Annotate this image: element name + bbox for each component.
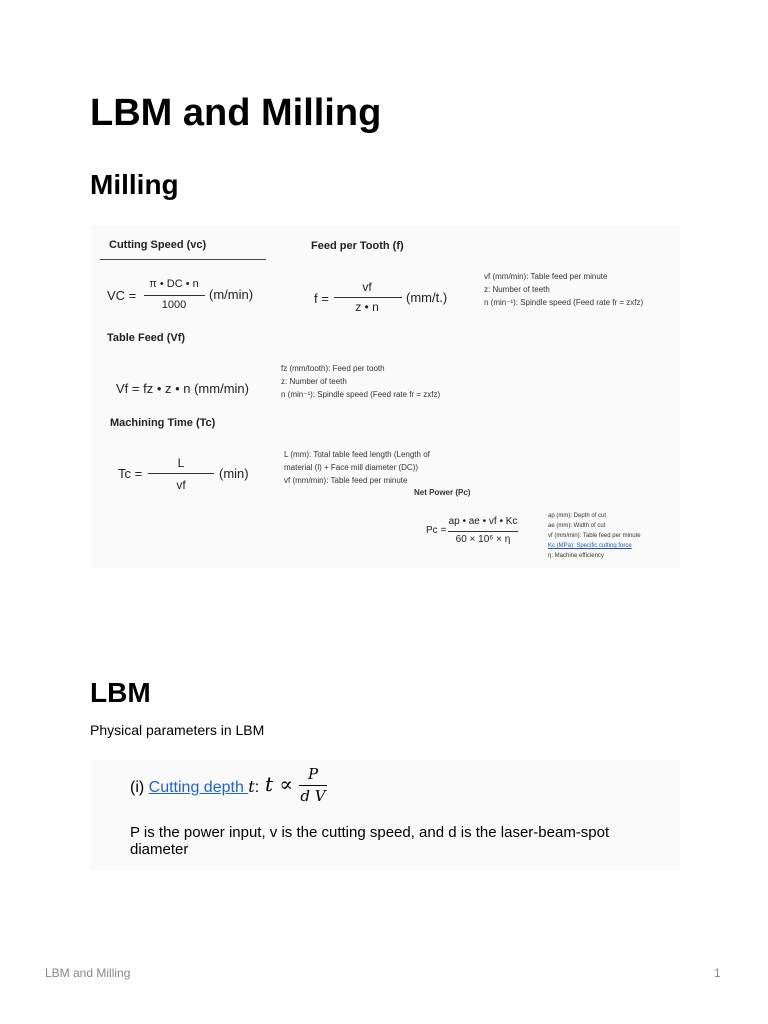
milling-formulas-image xyxy=(90,225,680,568)
feed-per-tooth-denominator: z • n xyxy=(355,300,379,314)
footer-page-number: 1 xyxy=(714,966,721,980)
milling-heading: Milling xyxy=(90,169,179,200)
lbm-heading: LBM xyxy=(90,677,151,708)
net-power-denominator: 60 × 10⁶ × η xyxy=(455,534,511,545)
machining-time-note-2: material (l) + Face mill diameter (DC)) xyxy=(284,463,419,472)
table-feed-note-2: z: Number of teeth xyxy=(281,377,347,386)
machining-time-note-1: L (mm): Total table feed length (Length of xyxy=(284,450,430,459)
cutting-depth-line xyxy=(130,777,259,797)
cutting-speed-denominator: 1000 xyxy=(161,299,187,311)
lbm-formula-fraction-line xyxy=(299,785,327,786)
table-feed-note-3: n (min⁻¹): Spindle speed (Feed rate fr = zxfz) xyxy=(281,390,441,399)
cutting-speed-fraction-line xyxy=(144,295,205,296)
net-power-note-1: ap (mm): Depth of cut xyxy=(548,513,607,519)
machining-time-heading: Machining Time (Tc) xyxy=(110,417,216,429)
cutting-depth-var: t xyxy=(248,777,255,796)
feed-per-tooth-lhs: f = xyxy=(314,291,329,306)
lbm-formula-numerator: P xyxy=(307,765,319,783)
machining-time-lhs: Tc = xyxy=(118,466,143,481)
machining-time-note-3: vf (mm/min): Table feed per minute xyxy=(284,476,408,485)
table-feed-note-1: fz (mm/tooth): Feed per tooth xyxy=(281,364,385,373)
footer-doc-title: LBM and Milling xyxy=(45,966,131,980)
machining-time-numerator: L xyxy=(177,456,185,470)
feed-per-tooth-note-1: vf (mm/min): Table feed per minute xyxy=(484,272,608,281)
net-power-note-3: vf (mm/min): Table feed per minute xyxy=(548,533,641,539)
cutting-depth-colon: : xyxy=(254,779,260,796)
net-power-numerator: ap • ae • vf • Kc xyxy=(448,516,518,527)
cutting-depth-prefix: (i) xyxy=(130,779,149,796)
lbm-formula-lhs: t ∝ xyxy=(265,772,293,796)
machining-time-unit: (min) xyxy=(219,466,249,481)
cutting-speed-heading: Cutting Speed (vc) xyxy=(109,239,207,251)
lbm-description: P is the power input, v is the cutting speed, and d is the laser-beam-spot diameter xyxy=(130,824,610,858)
net-power-fraction-line xyxy=(448,531,518,532)
net-power-lhs: Pc = xyxy=(426,525,447,536)
cutting-speed-numerator: π • DC • n xyxy=(149,278,199,290)
cutting-speed-lhs: VC = xyxy=(107,288,137,303)
document-title: LBM and Milling xyxy=(90,92,382,134)
lbm-formula-image xyxy=(90,760,680,870)
machining-time-denominator: vf xyxy=(176,478,186,492)
table-feed-formula: Vf = fz • z • n (mm/min) xyxy=(116,381,249,396)
net-power-note-5: η: Machine efficiency xyxy=(548,553,604,559)
table-feed-heading: Table Feed (Vf) xyxy=(107,332,186,344)
net-power-heading: Net Power (Pc) xyxy=(414,488,471,497)
cutting-depth-link[interactable]: Cutting depth xyxy=(148,779,249,796)
feed-per-tooth-fraction-line xyxy=(334,297,402,298)
feed-per-tooth-numerator: vf xyxy=(362,280,372,294)
lbm-formula-denominator: d V xyxy=(300,787,326,805)
feed-per-tooth-note-3: n (min⁻¹): Spindle speed (Feed rate fr = zxfz) xyxy=(484,298,644,307)
cutting-speed-unit: (m/min) xyxy=(209,287,254,302)
feed-per-tooth-unit: (mm/t.) xyxy=(406,290,448,305)
feed-per-tooth-heading: Feed per Tooth (f) xyxy=(311,240,404,252)
cutting-speed-rule xyxy=(100,259,266,260)
net-power-note-2: ae (mm): Width of cut xyxy=(548,523,606,529)
lbm-intro: Physical parameters in LBM xyxy=(90,722,265,738)
net-power-note-4-link[interactable]: Kc (MPa): Specific cutting force xyxy=(548,543,632,549)
feed-per-tooth-note-2: z: Number of teeth xyxy=(484,285,550,294)
machining-time-fraction-line xyxy=(148,473,214,474)
